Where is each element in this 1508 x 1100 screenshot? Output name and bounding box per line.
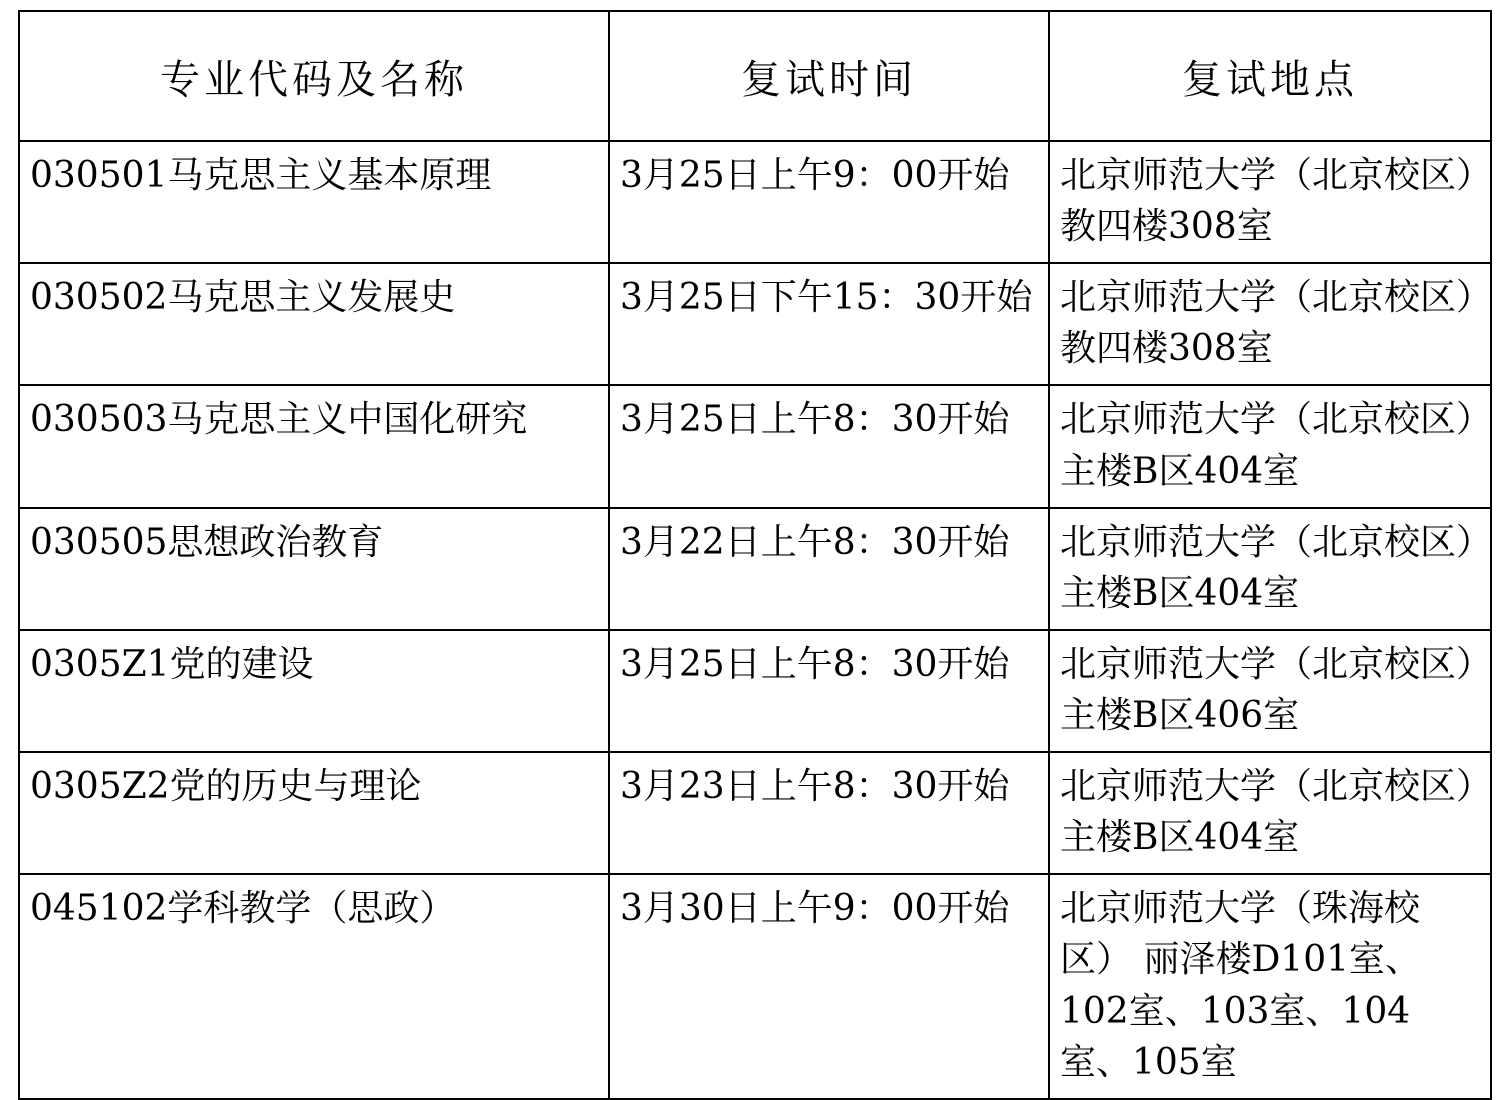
cell-major: 030501马克思主义基本原理	[19, 141, 609, 263]
cell-place: 北京师范大学（北京校区）主楼B区406室	[1049, 630, 1491, 752]
cell-place: 北京师范大学（珠海校区） 丽泽楼D101室、102室、103室、104室、105室	[1049, 874, 1491, 1098]
cell-time: 3月25日上午8：30开始	[609, 385, 1049, 507]
retest-schedule-table	[18, 10, 1492, 1100]
cell-major: 0305Z1党的建设	[19, 630, 609, 752]
cell-time: 3月30日上午9：00开始	[609, 874, 1049, 1098]
cell-time: 3月25日上午8：30开始	[609, 630, 1049, 752]
cell-major: 030503马克思主义中国化研究	[19, 385, 609, 507]
cell-place: 北京师范大学（北京校区）教四楼308室	[1049, 263, 1491, 385]
table-row	[19, 508, 1491, 630]
table-row	[19, 141, 1491, 263]
table-header	[19, 11, 1491, 141]
column-header-major: 专业代码及名称	[19, 11, 609, 141]
cell-time: 3月23日上午8：30开始	[609, 752, 1049, 874]
cell-time: 3月25日上午9：00开始	[609, 141, 1049, 263]
cell-place: 北京师范大学（北京校区）主楼B区404室	[1049, 385, 1491, 507]
cell-time: 3月25日下午15：30开始	[609, 263, 1049, 385]
cell-place: 北京师范大学（北京校区）主楼B区404室	[1049, 508, 1491, 630]
table-row	[19, 263, 1491, 385]
cell-major: 030505思想政治教育	[19, 508, 609, 630]
table-row	[19, 752, 1491, 874]
column-header-place: 复试地点	[1049, 11, 1491, 141]
cell-major: 045102学科教学（思政）	[19, 874, 609, 1098]
table-row	[19, 874, 1491, 1098]
cell-place: 北京师范大学（北京校区）主楼B区404室	[1049, 752, 1491, 874]
table-header-row	[19, 11, 1491, 141]
cell-major: 030502马克思主义发展史	[19, 263, 609, 385]
cell-time: 3月22日上午8：30开始	[609, 508, 1049, 630]
cell-major: 0305Z2党的历史与理论	[19, 752, 609, 874]
column-header-time: 复试时间	[609, 11, 1049, 141]
cell-place: 北京师范大学（北京校区）教四楼308室	[1049, 141, 1491, 263]
table-body	[19, 141, 1491, 1099]
table-row	[19, 630, 1491, 752]
table-row	[19, 385, 1491, 507]
